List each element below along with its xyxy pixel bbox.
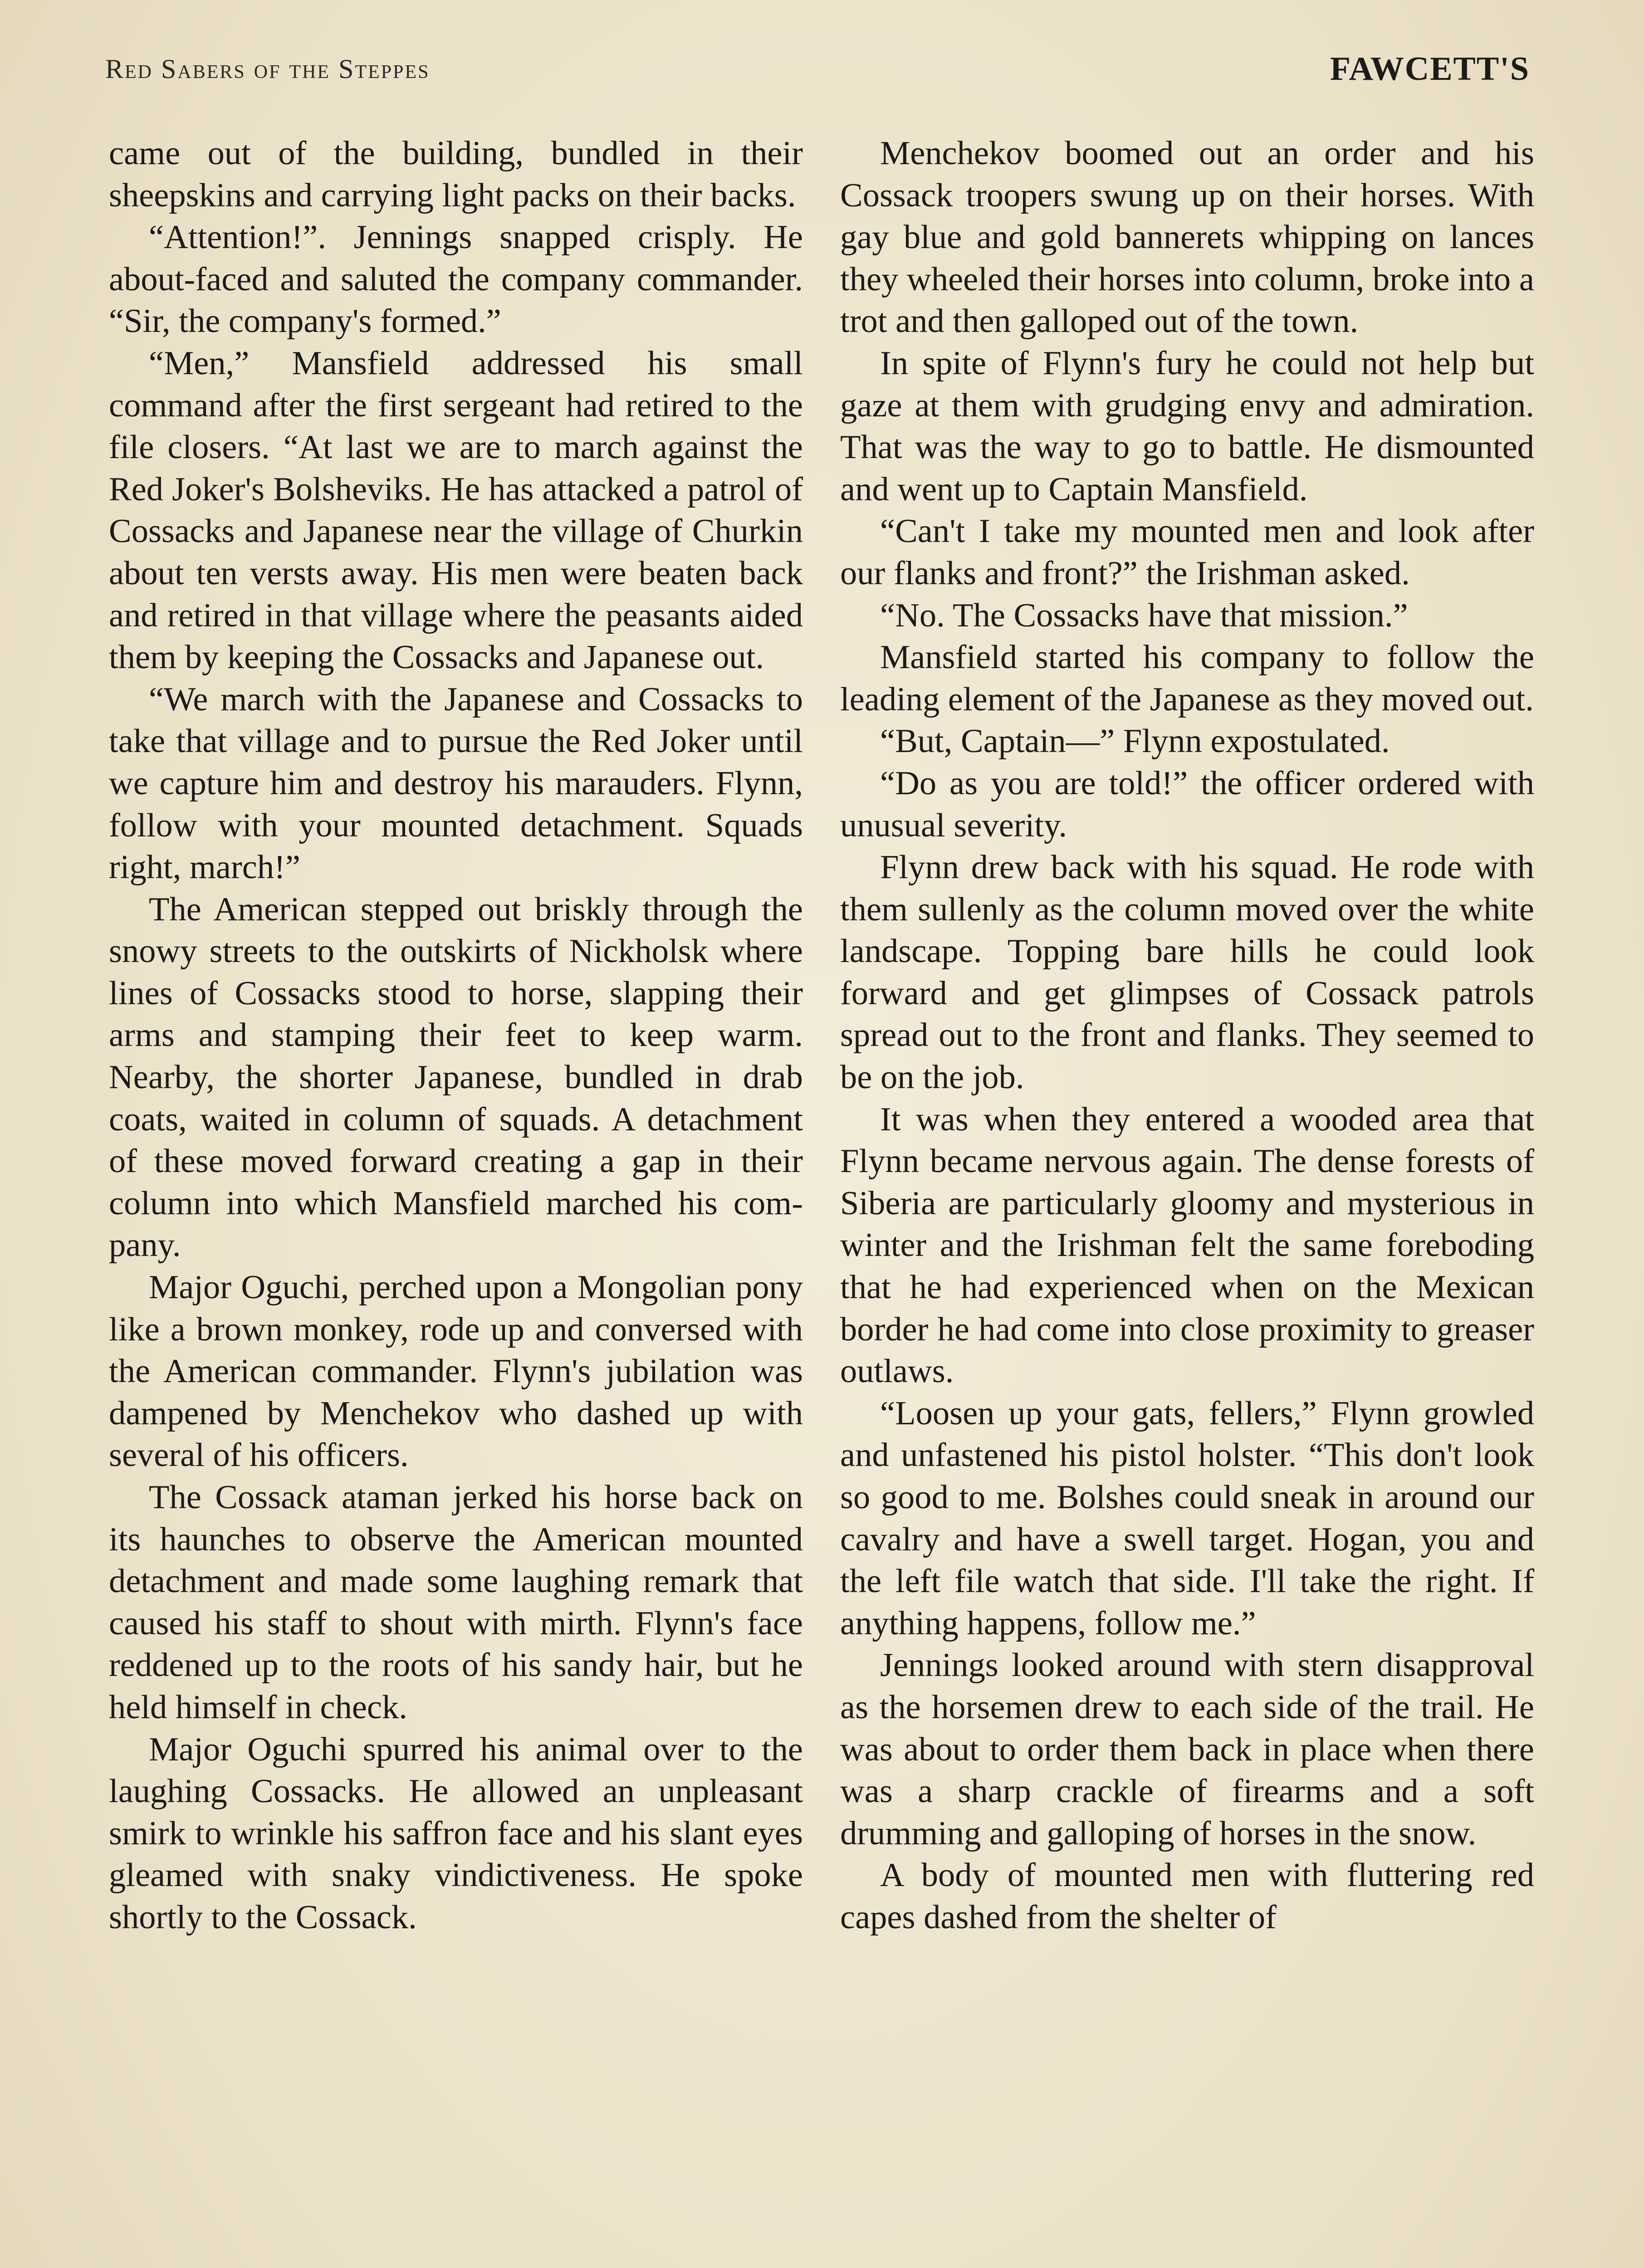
paragraph: “No. The Cossacks have that mission.” [880, 596, 1408, 634]
paragraph: It was when they entered a wooded area that Flynn became nervous again. The dense forests of Siberia are particularly gloomy and mysterious in winter and the Irishman felt the same foreboding that he had experienced when on the Mexican border he had come into close proximity to greaser outlaws. [840, 1100, 1534, 1390]
left-column [109, 132, 803, 1939]
paragraph: Mansfield started his company to follow the leading element of the Japanese as they moved out. [840, 639, 1534, 718]
paragraph: The American stepped out briskly through the snowy streets to the outskirts of Nickholsk where lines of Cossacks stood to horse, slapping their arms and stamping their feet to keep warm. Nearby, the shorter Japanese, bundled in drab coats, waited in column of squads. A detachment of these moved forward creating a gap in their column into which Mansfield marched his company. [109, 890, 803, 1264]
paragraph: “Do as you are told!” the officer ordered with unusual severity. [840, 764, 1534, 844]
paragraph: Menchekov boomed out an order and his Cossack troopers swung up on their horses. With gay blue and gold bannerets whipping on lances they wheeled their horses into column, broke into a trot and then galloped out of the town. [840, 135, 1534, 340]
right-column [840, 132, 1534, 1939]
paragraph: Major Oguchi spurred his animal over to the laughing Cossacks. He allowed an unpleasant smirk to wrinkle his saffron face and his slant eyes gleamed with snaky vindictiveness. He spoke shortly to the Cossack. [109, 1730, 803, 1936]
paragraph: “Men,” Mansfield addressed his small command after the first sergeant had retired to the file closers. “At last we are to march against the Red Joker's Bolsheviks. He has attacked a patrol of Cossacks and Japanese near the village of Churkin about ten versts away. His men were beaten back and retired in that village where the peasants aided them by keeping the Cossacks and Japanese out. [109, 344, 803, 676]
paragraph: The Cossack ataman jerked his horse back on its haunches to observe the American mounted detachment and made some laughing remark that caused his staff to shout with mirth. Flynn's face reddened up to the roots of his sandy hair, but he held himself in check. [109, 1479, 803, 1726]
paragraph: “Loosen up your gats, fellers,” Flynn growled and unfastened his pistol holster. “This don't look so good to me. Bolshes could sneak in around our cavalry and have a swell target. Hogan, you and the left file watch that side. I'll take the right. If anything happens, follow me.” [840, 1394, 1534, 1642]
paragraph: Major Oguchi, perched upon a Mongolian pony like a brown monkey, rode up and conversed with the American commander. Flynn's jubilation was dampened by Menchekov who dashed up with several of his officers. [109, 1269, 803, 1474]
paragraph: A body of mounted men with fluttering red capes dashed from the shelter of [840, 1857, 1534, 1936]
running-head-title: Red Sabers of the Steppes [105, 54, 430, 84]
paragraph: “Can't I take my mounted men and look after our flanks and front?” the Irishman asked. [840, 513, 1534, 592]
running-head-magazine: FAWCETT'S [1330, 50, 1530, 88]
paragraph: Flynn drew back with his squad. He rode with them sullenly as the column moved over the white landscape. Topping bare hills he could look forward and get glimpses of Cossack patrols spread out to the front and flanks. They seemed to be on the job. [840, 849, 1534, 1096]
paragraph: “Attention!”. Jennings snapped crisply. He about-faced and saluted the company commander. “Sir, the company's formed.” [109, 219, 803, 340]
paragraph: “We march with the Japanese and Cossacks to take that village and to pursue the Red Joker until we capture him and destroy his marauders. Flynn, follow with your mounted detachment. Squads right, march!” [109, 680, 803, 886]
paragraph: In spite of Flynn's fury he could not help but gaze at them with grudging envy and admiration. That was the way to go to battle. He dismounted and went up to Captain Mansfield. [840, 344, 1534, 508]
paragraph: came out of the building, bundled in their sheepskins and carrying light packs on their backs. [109, 135, 803, 214]
paragraph: Jennings looked around with stern disapproval as the horsemen drew to each side of the trail. He was about to order them back in place when there was a sharp crackle of firearms and a soft drumming and galloping of horses in the snow. [840, 1647, 1534, 1852]
paragraph: “But, Captain—” Flynn expostulated. [880, 723, 1390, 760]
